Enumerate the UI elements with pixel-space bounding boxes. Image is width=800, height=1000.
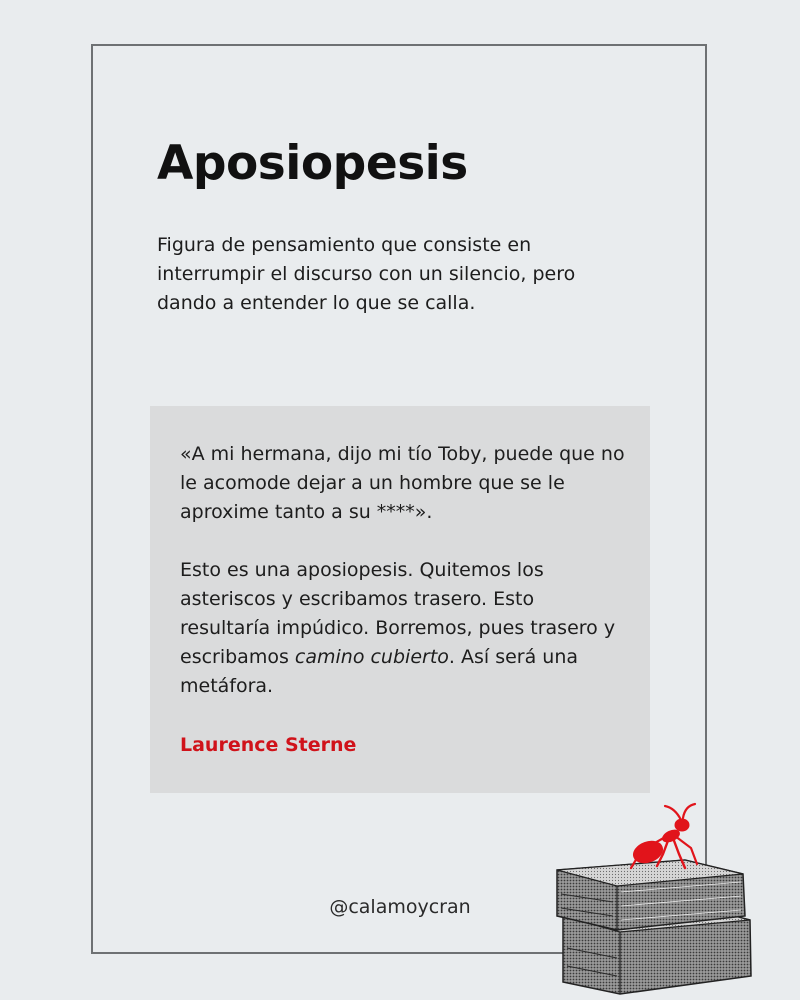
definition-text: Figura de pensamiento que consiste en interrumpir el discurso con un silencio, pero dando a entender lo que se calla. bbox=[157, 234, 576, 314]
quote-text: «A mi hermana, dijo mi tío Toby, puede que no le acomode dejar a un hombre que se le aproxime tanto a su ****». bbox=[180, 443, 625, 523]
quote-box bbox=[150, 406, 650, 793]
commentary-emphasis: camino cubierto bbox=[294, 646, 449, 668]
illustration bbox=[545, 798, 770, 998]
commentary-after: . Así será una metáfora. bbox=[180, 646, 579, 697]
quote-commentary bbox=[180, 556, 630, 701]
ant-icon bbox=[630, 804, 697, 868]
quote-author: Laurence Sterne bbox=[180, 734, 357, 756]
commentary-before: Esto es una aposiopesis. Quitemos los asteriscos y escribamos trasero. Esto resultaría impúdico. Borremos, pues trasero y escribamos bbox=[180, 559, 616, 668]
page-title: Aposiopesis bbox=[157, 136, 468, 191]
book-stack-icon bbox=[557, 860, 751, 994]
social-handle: @calamoycran bbox=[329, 896, 471, 918]
